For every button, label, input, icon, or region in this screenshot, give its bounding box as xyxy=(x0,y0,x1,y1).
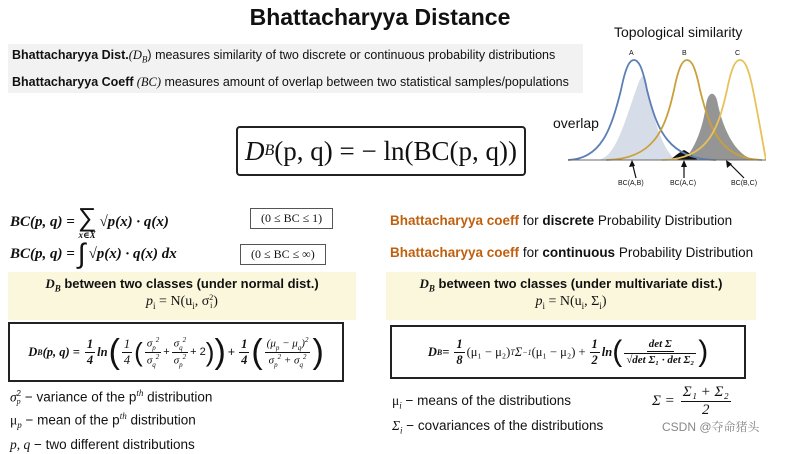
dist-definition: Bhattacharyya $Dist.(D_B)$ measures similarity of two discrete or continuous probability distributions xyxy=(12,48,556,65)
bc-continuous-formula: BC(p, q) = ∫ √p(x) · q(x) dx xyxy=(10,238,177,269)
bc-continuous-condition: (0 ≤ BC ≤ ∞) xyxy=(240,244,326,265)
multi-section-header: $D_B$ between two classes (under multivariate dist.) $p_i = N(u_i$, $\Sigma_i$) xyxy=(386,272,756,320)
discrete-label: Bhattacharyya coeff for discrete Probability Distribution xyxy=(390,213,733,228)
multi-formula-box: D B = $\frac{1}{8}$ (μ₁ − μ₂) T Σ −1 (μ₁ − μ₂) + $\frac{1}{2}$ ln ( $\frac{\text{det Σ}}{\text{√det Σ₁ · det Σ₂}}$ ) xyxy=(390,325,746,379)
note-distributions: p, q − two different distributions xyxy=(10,436,195,452)
sigma-definition: Σ = $\frac{\text{Σ₁ + Σ₂}}{2}$ xyxy=(652,384,729,419)
diagram-title: Topological similarity xyxy=(614,24,743,40)
coeff-term: Bhattacharyya Coeff xyxy=(12,74,134,89)
notes-right xyxy=(392,391,603,440)
note-mean: $\mu_p$ − mean of the $p^{th}$ distribution xyxy=(10,410,196,430)
main-formula-box: D B (p, q) = − ln(BC(p, q)) xyxy=(236,126,526,176)
page-title: Bhattacharyya Distance xyxy=(249,4,511,30)
curve-label-c: C xyxy=(735,50,741,57)
topology-diagram xyxy=(566,20,766,192)
dist-text: measures similarity of two discrete or continuous probability distributions xyxy=(151,48,556,62)
overlap-ab-area xyxy=(596,76,676,160)
watermark: CSDN @夺命猪头 xyxy=(662,420,760,434)
label-bc-ab: BC(A,B) xyxy=(618,180,644,187)
normal-section-header: $D_B$ between two classes (under normal dist.) $p_i = N(u_i$, σ 2 i ) xyxy=(8,272,356,320)
dist-term: Bhattacharyya Dist. xyxy=(12,48,129,62)
definitions-panel xyxy=(8,44,583,93)
notes-left xyxy=(10,384,212,454)
overlap-bc-area xyxy=(684,94,756,160)
coeff-text: measures amount of overlap between two statistical samples/populations xyxy=(161,74,569,89)
overlap-label: overlap xyxy=(553,115,599,131)
normal-formula-box: D B (p, q) = $\frac{1}{4}$ ln ( $\frac{1}{4}$ ( $\frac{\sigma_p^2}{\sigma_q^2}$ + $\frac{\sigma_q^2}{\sigma_p^2}$ + 2 ) ) + $\frac{1}{4}$ ( $\frac{(\mu_p - \mu_q)^2}{\sigma_p^2 + \sigma_q^2}$ ) xyxy=(8,322,344,382)
note-variance: σ 2 p − variance of the $p^{th}$ distribution xyxy=(10,388,213,406)
note-covariances: $\Sigma_i$ − covariances of the distributions xyxy=(392,417,604,436)
curve-label-a: A xyxy=(629,50,634,57)
label-bc-ac: BC(A,C) xyxy=(670,180,697,187)
bc-discrete-condition: (0 ≤ BC ≤ 1) xyxy=(250,208,333,229)
gaussian-curves-svg xyxy=(566,20,766,192)
continuous-label: Bhattacharyya coeff for continuous Probability Distribution xyxy=(390,245,754,260)
coeff-definition: Bhattacharyya Coeff (BC) measures amount of overlap between two statistical samples/populations xyxy=(12,74,569,89)
note-means: $\mu_i$ − means of the distributions xyxy=(392,393,571,411)
bc-discrete-formula: BC(p, q) = ∑ x∈X √p(x) · q(x) xyxy=(10,202,169,240)
label-bc-bc: BC(B,C) xyxy=(731,180,758,187)
curve-label-b: B xyxy=(682,50,687,57)
